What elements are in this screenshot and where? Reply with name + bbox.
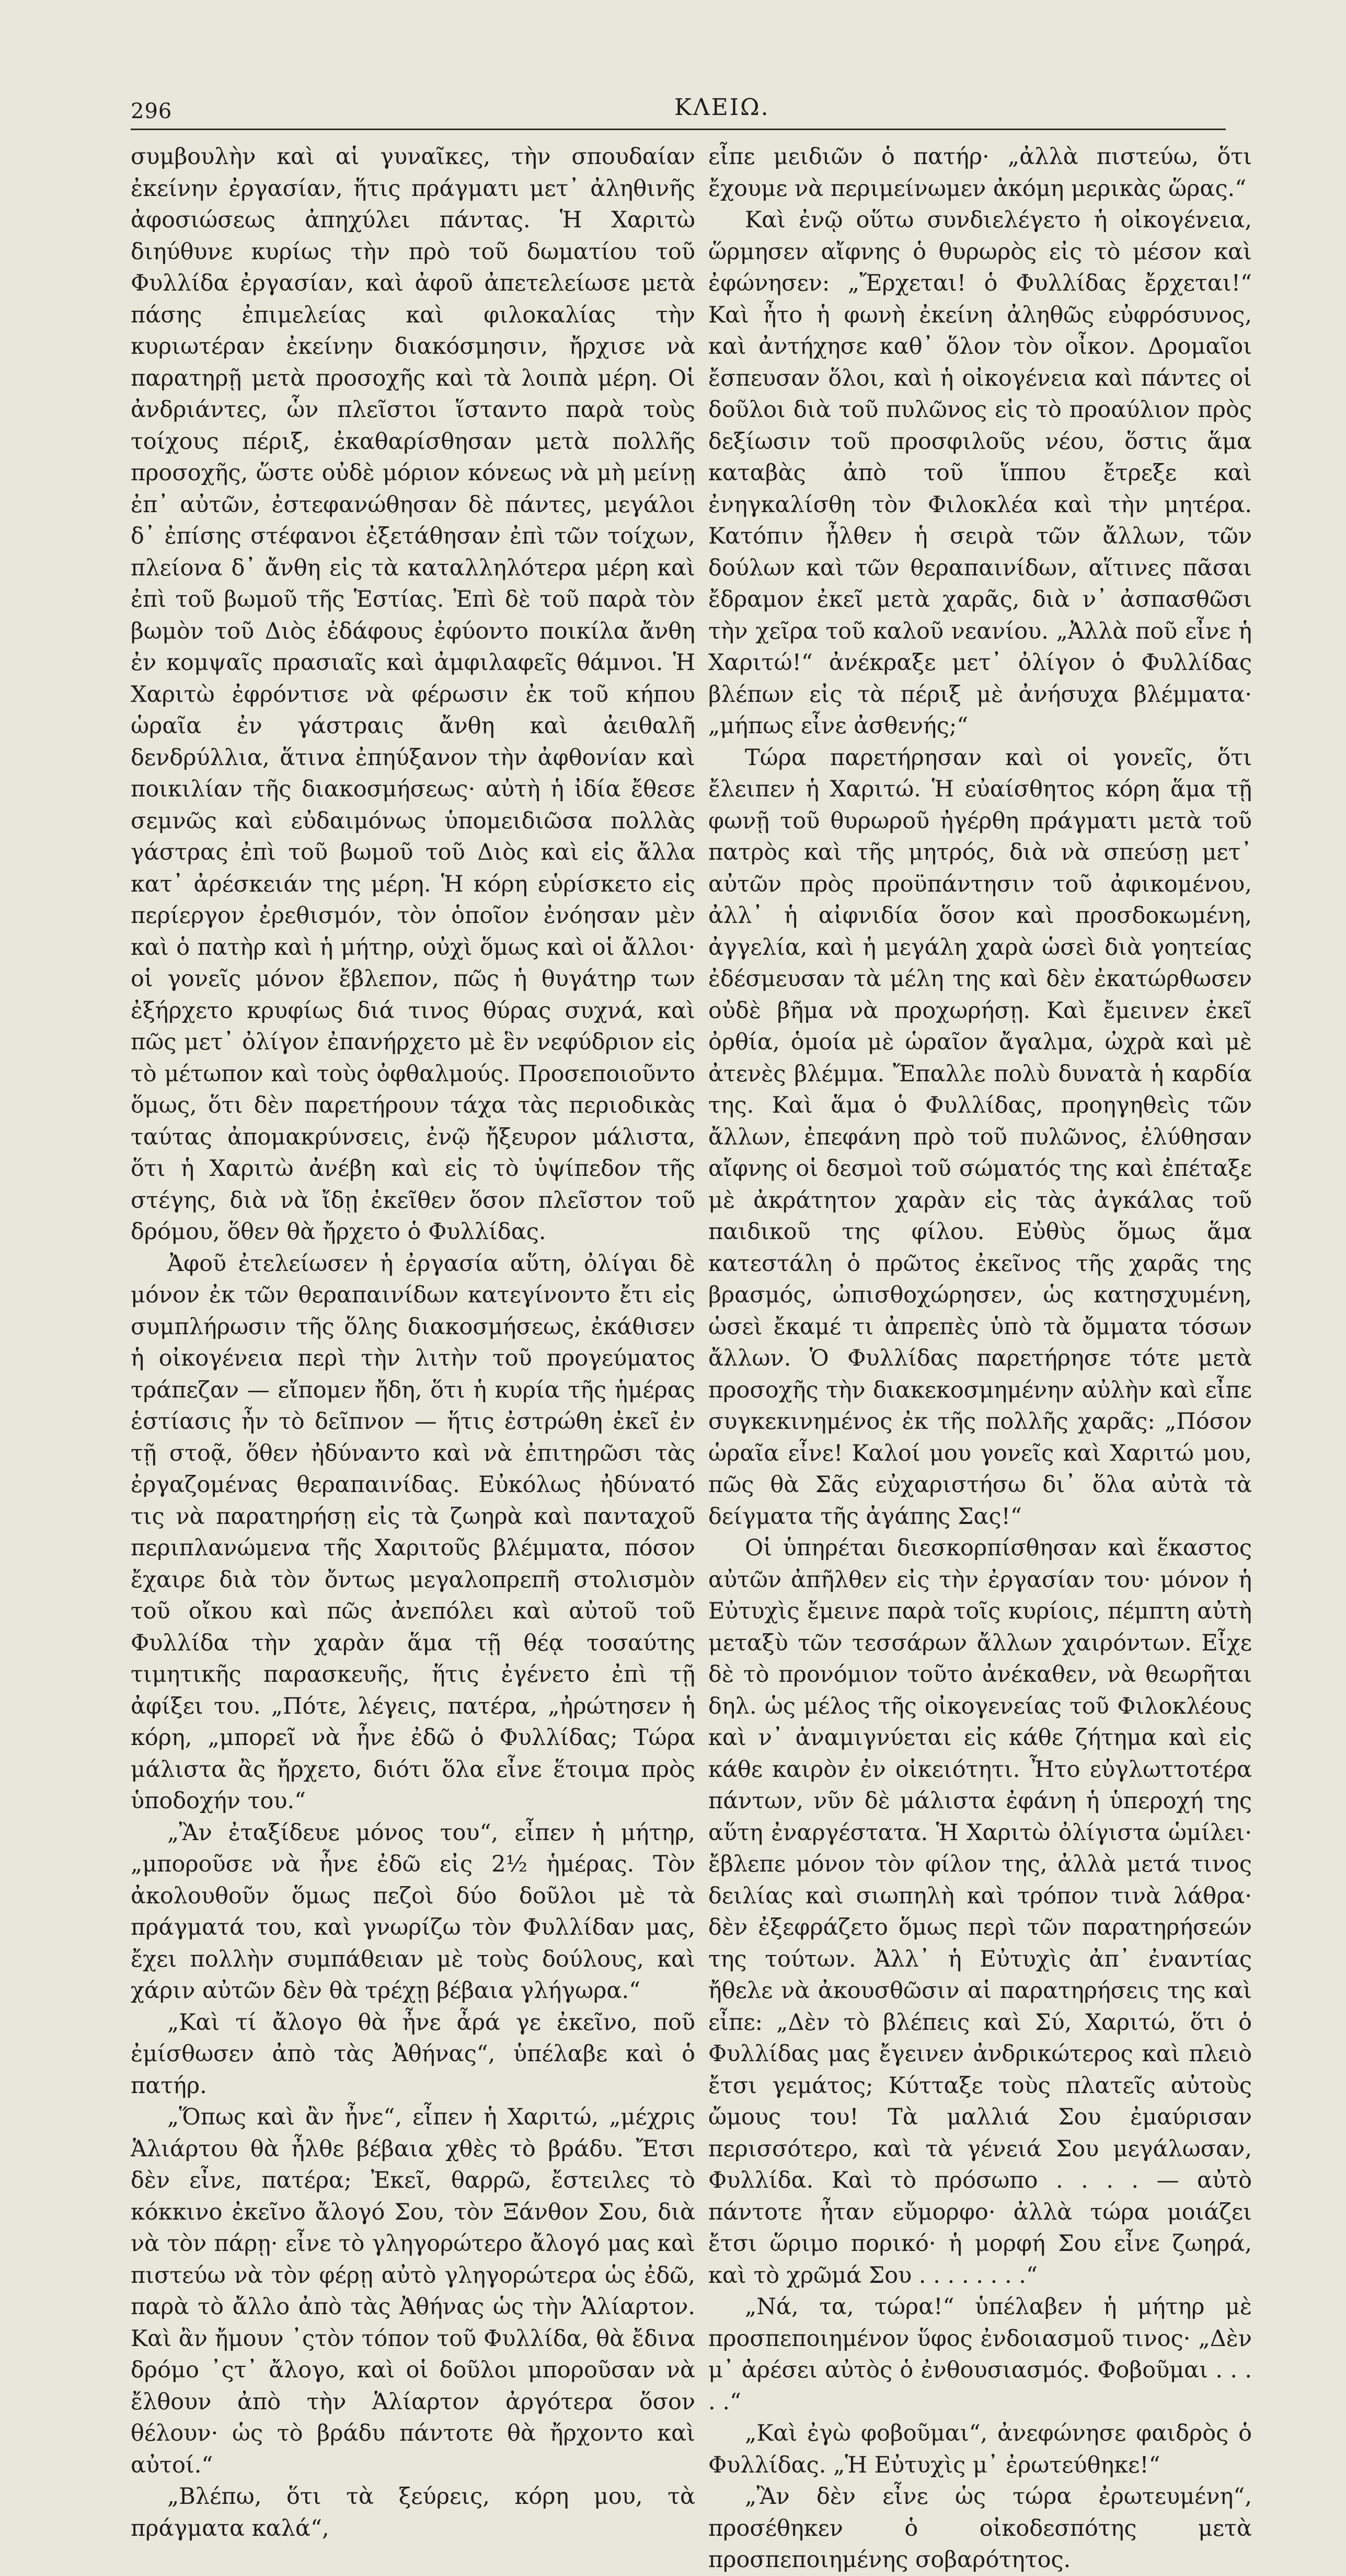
paragraph: „Ἂν δὲν εἶνε ὡς τώρα ἐρωτευμένη“, προσέθηκεν ὁ οἰκοδεσπότης μετὰ προσπεποιημένης σοβαρότητος.: [708, 2483, 1252, 2573]
left-column: [131, 141, 695, 2542]
paragraph: συμβουλὴν καὶ αἱ γυναῖκες, τὴν σπουδαίαν ἐκείνην ἐργασίαν, ἥτις πράγματι μετ᾽ ἀληθινῆς ἀφοσιώσεως ἀπηχύλει πάντας. Ἡ Χαριτὼ διηύθυνε κυρίως τὴν πρὸ τοῦ δωματίου τοῦ Φυλλίδα ἐργασίαν, καὶ ἀφοῦ ἀπετελείωσε μετὰ πάσης ἐπιμελείας καὶ φιλοκαλίας τὴν κυριωτέραν ἐκείνην διακόσμησιν, ἤρχισε νὰ παρατηρῇ μετὰ προσοχῆς καὶ τὰ λοιπὰ μέρη. Οἱ ἀνδριάντες, ὧν πλεῖστοι ἵσταντο παρὰ τοὺς τοίχους πέριξ, ἐκαθαρίσθησαν μετὰ πολλῆς προσοχῆς, ὥστε οὐδὲ μόριον κόνεως νὰ μὴ μείνῃ ἐπ᾽ αὐτῶν, ἐστεφανώθησαν δὲ πάντες, μεγάλοι δ᾽ ἐπίσης στέφανοι ἐξετάθησαν ἐπὶ τῶν τοίχων, πλείονα δ᾽ ἄνθη εἰς τὰ καταλληλότερα μέρη καὶ ἐπὶ τοῦ βωμοῦ τῆς Ἑστίας. Ἐπὶ δὲ τοῦ παρὰ τὸν βωμὸν τοῦ Διὸς ἐδάφους ἐφύοντο ποικίλα ἄνθη ἐν κομψαῖς πρασιαῖς καὶ ἀμφιλαφεῖς θάμνοι. Ἡ Χαριτὼ ἐφρόντισε νὰ φέρωσιν ἐκ τοῦ κήπου ὡραῖα ἐν γάστραις ἄνθη καὶ ἀειθαλῆ δενδρύλλια, ἅτινα ἐπηύξανον τὴν ἀφθονίαν καὶ ποικιλίαν τῆς διακοσμήσεως· αὐτὴ ἡ ἰδία ἔθεσε σεμνῶς καὶ εὐδαιμόνως ὑπομειδιῶσα πολλὰς γάστρας ἐπὶ τοῦ βωμοῦ τοῦ Διὸς καὶ εἰς ἄλλα κατ᾽ ἀρέσκειάν της μέρη. Ἡ κόρη εὑρίσκετο εἰς περίεργον ἐρεθισμόν, τὸν ὁποῖον ἐνόησαν μὲν καὶ ὁ πατὴρ καὶ ἡ μήτηρ, οὐχὶ ὅμως καὶ οἱ ἄλλοι· οἱ γονεῖς μόνον ἔβλεπον, πῶς ἡ θυγάτηρ των ἐξήρχετο κρυφίως διά τινος θύρας συχνά, καὶ πῶς μετ᾽ ὀλίγον ἐπανήρχετο μὲ ἓν νεφύδριον εἰς τὸ μέτωπον καὶ τοὺς ὀφθαλμούς. Προσεποιοῦντο ὅμως, ὅτι δὲν παρετήρουν τάχα τὰς περιοδικὰς ταύτας ἀπομακρύνσεις, ἐνῷ ἤξευρον μάλιστα, ὅτι ἡ Χαριτὼ ἀνέβη καὶ εἰς τὸ ὑψίπεδον τῆς στέγης, διὰ νὰ ἴδῃ ἐκεῖθεν ὅσον πλεῖστον τοῦ δρόμου, ὅθεν θὰ ἤρχετο ὁ Φυλλίδας.: [131, 144, 695, 1245]
paragraph: „Ἂν ἐταξίδευε μόνος του“, εἶπεν ἡ μήτηρ, „μποροῦσε νὰ ἦνε ἐδῶ εἰς 2½ ἡμέρας. Τὸν ἀκολουθοῦν ὅμως πεζοὶ δύο δοῦλοι μὲ τὰ πράγματά του, καὶ γνωρίζω τὸν Φυλλίδαν μας, ἔχει πολλὴν συμπάθειαν μὲ τοὺς δούλους, καὶ χάριν αὐτῶν δὲν θὰ τρέχῃ βέβαια γλήγωρα.“: [131, 1819, 695, 2004]
paragraph: „Ὅπως καὶ ἂν ἦνε“, εἶπεν ἡ Χαριτώ, „μέχρις Ἁλιάρτου θὰ ἦλθε βέβαια χθὲς τὸ βράδυ. Ἔτσι δὲν εἶνε, πατέρα; Ἐκεῖ, θαρρῶ, ἔστειλες τὸ κόκκινο ἐκεῖνο ἄλογό Σου, τὸν Ξάνθον Σου, διὰ νὰ τὸν πάρῃ· εἶνε τὸ γληγορώτερο ἄλογό μας καὶ πιστεύω νὰ τὸν φέρῃ αὐτὸ γληγορώτερα ὡς ἐδῶ, παρὰ τὸ ἄλλο ἀπὸ τὰς Ἀθήνας ὡς τὴν Ἁλίαρτον. Καὶ ἂν ἤμουν ᾽ςτὸν τόπον τοῦ Φυλλίδα, θὰ ἔδινα δρόμο ᾽ςτ᾽ ἄλογο, καὶ οἱ δοῦλοι μποροῦσαν νὰ ἔλθουν ἀπὸ τὴν Ἁλίαρτον ἀργότερα ὅσον θέλουν· ὡς τὸ βράδυ πάντοτε θὰ ἤρχοντο καὶ αὐτοί.“: [131, 2104, 695, 2478]
page-number: 296: [131, 99, 172, 123]
right-column: [708, 141, 1252, 2573]
header-rule: [131, 129, 1226, 130]
paragraph: Ἀφοῦ ἐτελείωσεν ἡ ἐργασία αὕτη, ὀλίγαι δὲ μόνον ἐκ τῶν θεραπαινίδων κατεγίνοντο ἔτι εἰς συμπλήρωσιν τῆς ὅλης διακοσμήσεως, ἐκάθισεν ἡ οἰκογένεια περὶ τὴν λιτὴν τοῦ προγεύματος τράπεζαν — εἴπομεν ἤδη, ὅτι ἡ κυρία τῆς ἡμέρας ἑστίασις ἦν τὸ δεῖπνον — ἥτις ἐστρώθη ἐκεῖ ἐν τῇ στοᾷ, ὅθεν ἠδύναντο καὶ νὰ ἐπιτηρῶσι τὰς ἐργαζομένας θεραπαινίδας. Εὐκόλως ἠδύνατό τις νὰ παρατηρήσῃ εἰς τὰ ζωηρὰ καὶ πανταχοῦ περιπλανώμενα τῆς Χαριτοῦς βλέμματα, πόσον ἔχαιρε διὰ τὸν ὄντως μεγαλοπρεπῆ στολισμὸν τοῦ οἴκου καὶ πῶς ἀνεπόλει καὶ αὐτοῦ τοῦ Φυλλίδα τὴν χαρὰν ἅμα τῇ θέᾳ τοσαύτης τιμητικῆς παρασκευῆς, ἥτις ἐγένετο ἐπὶ τῇ ἀφίξει του. „Πότε, λέγεις, πατέρα, „ἠρώτησεν ἡ κόρη, „μπορεῖ νὰ ἦνε ἐδῶ ὁ Φυλλίδας; Τώρα μάλιστα ἂς ἤρχετο, διότι ὅλα εἶνε ἕτοιμα πρὸς ὑποδοχήν του.“: [131, 1250, 695, 1814]
paragraph: Τώρα παρετήρησαν καὶ οἱ γονεῖς, ὅτι ἔλειπεν ἡ Χαριτώ. Ἡ εὐαίσθητος κόρη ἅμα τῇ φωνῇ τοῦ θυρωροῦ ἠγέρθη πράγματι μετὰ τοῦ πατρὸς καὶ τῆς μητρός, διὰ νὰ σπεύσῃ μετ᾽ αὐτῶν πρὸς προϋπάντησιν τοῦ ἀφικομένου, ἀλλ᾽ ἡ αἰφνιδία ὅσον καὶ προσδοκωμένη, ἀγγελία, καὶ ἡ μεγάλη χαρὰ ὡσεὶ διὰ γοητείας ἐδέσμευσαν τὰ μέλη της καὶ δὲν ἐκατώρθωσεν οὐδὲ βῆμα νὰ προχωρήσῃ. Καὶ ἔμεινεν ἐκεῖ ὀρθία, ὁμοία μὲ ὡραῖον ἄγαλμα, ὠχρὰ καὶ μὲ ἀτενὲς βλέμμα. Ἔπαλλε πολὺ δυνατὰ ἡ καρδία της. Καὶ ἅμα ὁ Φυλλίδας, προηγηθεὶς τῶν ἄλλων, ἐπεφάνη πρὸ τοῦ πυλῶνος, ἐλύθησαν αἴφνης οἱ δεσμοὶ τοῦ σώματός της καὶ ἐπέταξε μὲ ἀκράτητον χαρὰν εἰς τὰς ἀγκάλας τοῦ παιδικοῦ της φίλου. Εὐθὺς ὅμως ἅμα κατεστάλη ὁ πρῶτος ἐκεῖνος τῆς χαρᾶς της βρασμός, ὠπισθοχώρησεν, ὡς κατησχυμένη, ὡσεὶ ἔκαμέ τι ἀπρεπὲς ὑπὸ τὰ ὄμματα τόσων ἄλλων. Ὁ Φυλλίδας παρετήρησε τότε μετὰ προσοχῆς τὴν διακεκοσμημένην αὐλὴν καὶ εἶπε συγκεκινημένος ἐκ τῆς πολλῆς χαρᾶς: „Πόσον ὡραῖα εἶνε! Καλοί μου γονεῖς καὶ Χαριτώ μου, πῶς θὰ Σᾶς εὐχαριστήσω δι᾽ ὅλα αὐτὰ τὰ δείγματα τῆς ἀγάπης Σας!“: [708, 744, 1252, 1530]
paragraph: Καὶ ἐνῷ οὕτω συνδιελέγετο ἡ οἰκογένεια, ὥρμησεν αἴφνης ὁ θυρωρὸς εἰς τὸ μέσον καὶ ἐφώνησεν: „Ἔρχεται! ὁ Φυλλίδας ἔρχεται!“ Καὶ ἦτο ἡ φωνὴ ἐκείνη ἀληθῶς εὐφρόσυνος, καὶ ἀντήχησε καθ᾽ ὅλον τὸν οἶκον. Δρομαῖοι ἔσπευσαν ὅλοι, καὶ ἡ οἰκογένεια καὶ πάντες οἱ δοῦλοι διὰ τοῦ πυλῶνος εἰς τὸ προαύλιον πρὸς δεξίωσιν τοῦ προσφιλοῦς νέου, ὅστις ἅμα καταβὰς ἀπὸ τοῦ ἵππου ἔτρεξε καὶ ἐνηγκαλίσθη τὸν Φιλοκλέα καὶ τὴν μητέρα. Κατόπιν ἦλθεν ἡ σειρὰ τῶν ἄλλων, τῶν δούλων καὶ τῶν θεραπαινίδων, αἵτινες πᾶσαι ἔδραμον ἐκεῖ μετὰ χαρᾶς, διὰ ν᾽ ἀσπασθῶσι τὴν χεῖρα τοῦ καλοῦ νεανίου. „Ἀλλὰ ποῦ εἶνε ἡ Χαριτώ!“ ἀνέκραξε μετ᾽ ὀλίγον ὁ Φυλλίδας βλέπων εἰς τὰ πέριξ μὲ ἀνήσυχα βλέμματα· „μήπως εἶνε ἀσθενής;“: [708, 207, 1252, 739]
paragraph: „Καὶ ἐγὼ φοβοῦμαι“, ἀνεφώνησε φαιδρὸς ὁ Φυλλίδας. „Ἡ Εὐτυχὶς μ᾽ ἐρωτεύθηκε!“: [708, 2420, 1252, 2478]
paragraph: εἶπε μειδιῶν ὁ πατήρ· „ἀλλὰ πιστεύω, ὅτι ἔχουμε νὰ περιμείνωμεν ἀκόμη μερικὰς ὥρας.“: [708, 144, 1252, 202]
paragraph: Οἱ ὑπηρέται διεσκορπίσθησαν καὶ ἕκαστος αὐτῶν ἀπῆλθεν εἰς τὴν ἐργασίαν του· μόνον ἡ Εὐτυχὶς ἔμεινε παρὰ τοῖς κυρίοις, πέμπτη αὐτὴ μεταξὺ τῶν τεσσάρων ἄλλων χαιρόντων. Εἶχε δὲ τὸ προνόμιον τοῦτο ἀνέκαθεν, νὰ θεωρῆται δηλ. ὡς μέλος τῆς οἰκογενείας τοῦ Φιλοκλέους καὶ ν᾽ ἀναμιγνύεται εἰς κάθε ζήτημα καὶ εἰς κάθε καιρὸν ἐν οἰκειότητι. Ἦτο εὐγλωττοτέρα πάντων, νῦν δὲ μάλιστα ἐφάνη ἡ ὑπεροχή της αὕτη ἐναργέστατα. Ἡ Χαριτὼ ὀλίγιστα ὡμίλει· ἔβλεπε μόνον τὸν φίλον της, ἀλλὰ μετά τινος δειλίας καὶ σιωπηλὴ καὶ τρόπον τινὰ λάθρα· δὲν ἐξεφράζετο ὅμως περὶ τῶν παρατηρήσεών της τούτων. Ἀλλ᾽ ἡ Εὐτυχὶς ἀπ᾽ ἐναντίας ἤθελε νὰ ἀκουσθῶσιν αἱ παρατηρήσεις της καὶ εἶπε: „Δὲν τὸ βλέπεις καὶ Σύ, Χαριτώ, ὅτι ὁ Φυλλίδας μας ἔγεινεν ἀνδρικώτερος καὶ πλειὸ ἔτσι γεμάτος; Κύτταξε τοὺς πλατεῖς αὐτοὺς ὤμους του! Τὰ μαλλιά Σου ἐμαύρισαν περισσότερο, καὶ τὰ γένειά Σου μεγάλωσαν, Φυλλίδα. Καὶ τὸ πρόσωπο . . . . — αὐτὸ πάντοτε ἦταν εὔμορφο· ἀλλὰ τώρα μοιάζει ἔτσι ὥριμο πορικό· ἡ μορφή Σου εἶνε ζωηρά, καὶ τὸ χρῶμά Σου . . . . . . . .“: [708, 1535, 1252, 2289]
paragraph: „Καὶ τί ἄλογο θὰ ἦνε ἆρά γε ἐκεῖνο, ποῦ ἐμίσθωσεν ἀπὸ τὰς Ἀθήνας“, ὑπέλαβε καὶ ὁ πατήρ.: [131, 2009, 695, 2099]
paragraph: „Νά, τα, τώρα!“ ὑπέλαβεν ἡ μήτηρ μὲ προσπεποιημένον ὕφος ἐνδοιασμοῦ τινος· „Δὲν μ᾽ ἀρέσει αὐτὸς ὁ ἐνθουσιασμός. Φοβοῦμαι . . . . .“: [708, 2294, 1252, 2415]
paragraph: „Βλέπω, ὅτι τὰ ξεύρεις, κόρη μου, τὰ πράγματα καλά“,: [131, 2483, 695, 2542]
running-title: ΚΛΕΙΩ.: [674, 94, 770, 121]
